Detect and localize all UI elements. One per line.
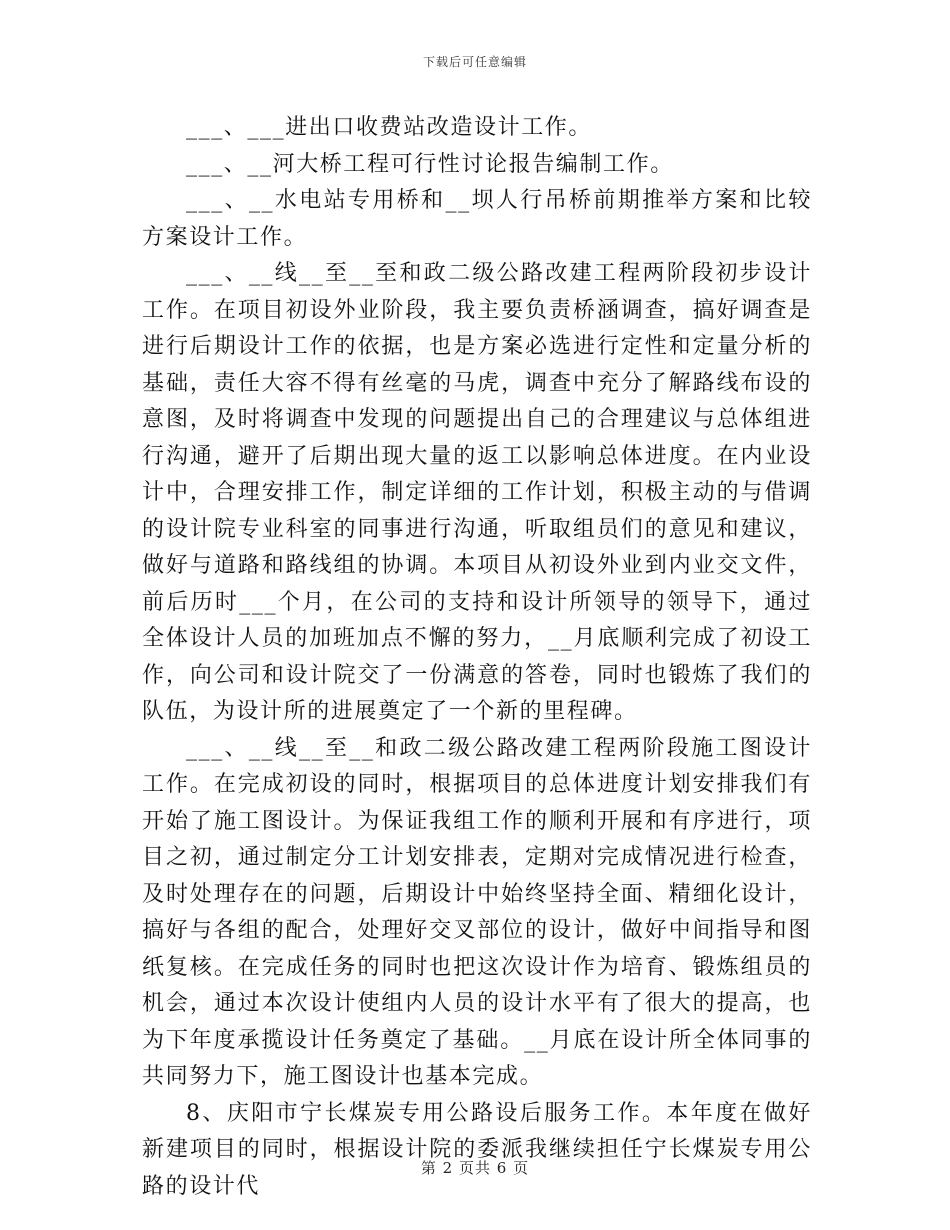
document-body — [142, 110, 812, 1205]
page-number: 第 2 页共 6 页 — [420, 1159, 530, 1177]
paragraph: ___、__线__至__和政二级公路改建工程两阶段施工图设计工作。在完成初设的同时，根据项目的总体进度计划安排我们有开始了施工图设计。为保证我组工作的顺利开展和有序进行，项目之初，通过制定分工计划安排表，定期对完成情况进行检查，及时处理存在的问题，后期设计中始终坚持全面、精细化设计，搞好与各组的配合，处理好交叉部位的设计，做好中间指导和图纸复核。在完成任务的同时也把这次设计作为培育、锻炼组员的机会，通过本次设计使组内人员的设计水平有了很大的提高，也为下年度承揽设计任务奠定了基础。__月底在设计所全体同事的共同努力下，施工图设计也基本完成。 — [142, 735, 812, 1089]
paragraph: ___、__河大桥工程可行性讨论报告编制工作。 — [186, 151, 674, 177]
paragraph: ___、__线__至__至和政二级公路改建工程两阶段初步设计工作。在项目初设外业阶段，我主要负责桥涵调查，搞好调查是进行后期设计工作的依据，也是方案必选进行定性和定量分析的基础，责任大容不得有丝毫的马虎，调查中充分了解路线布设的意图，及时将调查中发现的问题提出自己的合理建议与总体组进行沟通，避开了后期出现大量的返工以影响总体进度。在内业设计中，合理安排工作，制定详细的工作计划，积极主动的与借调的设计院专业科室的同事进行沟通，听取组员们的意见和建议，做好与道路和路线组的协调。本项目从初设外业到内业交文件，前后历时___个月，在公司的支持和设计所领导的领导下，通过全体设计人员的加班加点不懈的努力，__月底顺利完成了初设工作，向公司和设计院交了一份满意的答卷，同时也锻炼了我们的队伍，为设计所的进展奠定了一个新的里程碑。 — [142, 261, 812, 724]
paragraph: 8、庆阳市宁长煤炭专用公路设后服务工作。本年度在做好新建项目的同时，根据设计院的委派我继续担任宁长煤炭专用公路的设计代 — [142, 1100, 812, 1199]
paragraph: ___、__水电站专用桥和__坝人行吊桥前期推举方案和比较方案设计工作。 — [142, 188, 812, 250]
page-header: 下载后可任意编辑 — [422, 55, 527, 69]
paragraph: ___、___进出口收费站改造设计工作。 — [186, 115, 593, 140]
